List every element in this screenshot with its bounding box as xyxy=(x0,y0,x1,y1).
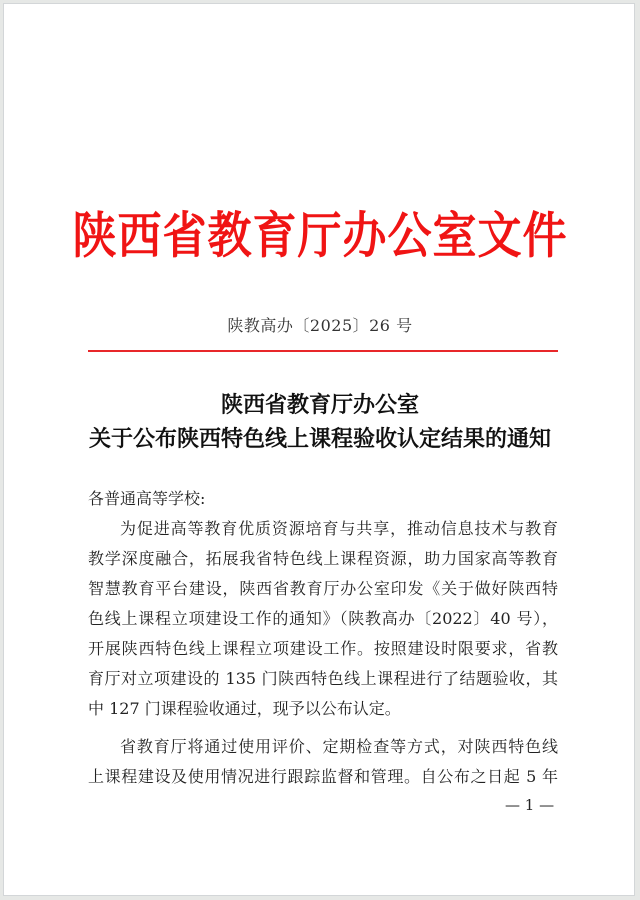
paragraph-1-line-7: 中 127 门课程验收通过，现予以公布认定。 xyxy=(88,699,401,718)
document-title-line-1: 陕西省教育厅办公室 xyxy=(220,392,419,418)
document-number: 陕教高办〔2025〕26 号 xyxy=(227,316,413,335)
paragraph-2-line-2: 上课程建设及使用情况进行跟踪监督和管理。自公布之日起 5 年 xyxy=(88,767,558,786)
paragraph-1-line-3: 智慧教育平台建设，陕西省教育厅办公室印发《关于做好陕西特 xyxy=(88,579,558,598)
salutation: 各普通高等学校: xyxy=(88,489,206,508)
paragraph-1-line-2: 教学深度融合，拓展我省特色线上课程资源，助力国家高等教育 xyxy=(88,549,558,568)
paragraph-1-line-4: 色线上课程立项建设工作的通知》（陕教高办〔2022〕40 号）， xyxy=(88,609,558,628)
document-title-line-2: 关于公布陕西特色线上课程验收认定结果的通知 xyxy=(88,426,551,452)
red-divider-rule xyxy=(88,350,558,352)
paragraph-2-line-1: 省教育厅将通过使用评价、定期检查等方式，对陕西特色线 xyxy=(120,737,558,756)
page-number: — 1 — xyxy=(505,796,555,814)
paragraph-1-line-6: 育厅对立项建设的 135 门陕西特色线上课程进行了结题验收，其 xyxy=(88,669,558,688)
paragraph-1-line-5: 开展陕西特色线上课程立项建设工作。按照建设时限要求，省教 xyxy=(88,639,558,658)
paragraph-1-line-1: 为促进高等教育优质资源培育与共享，推动信息技术与教育 xyxy=(120,519,558,538)
document-masthead: 陕西省教育厅办公室文件 xyxy=(72,207,568,265)
